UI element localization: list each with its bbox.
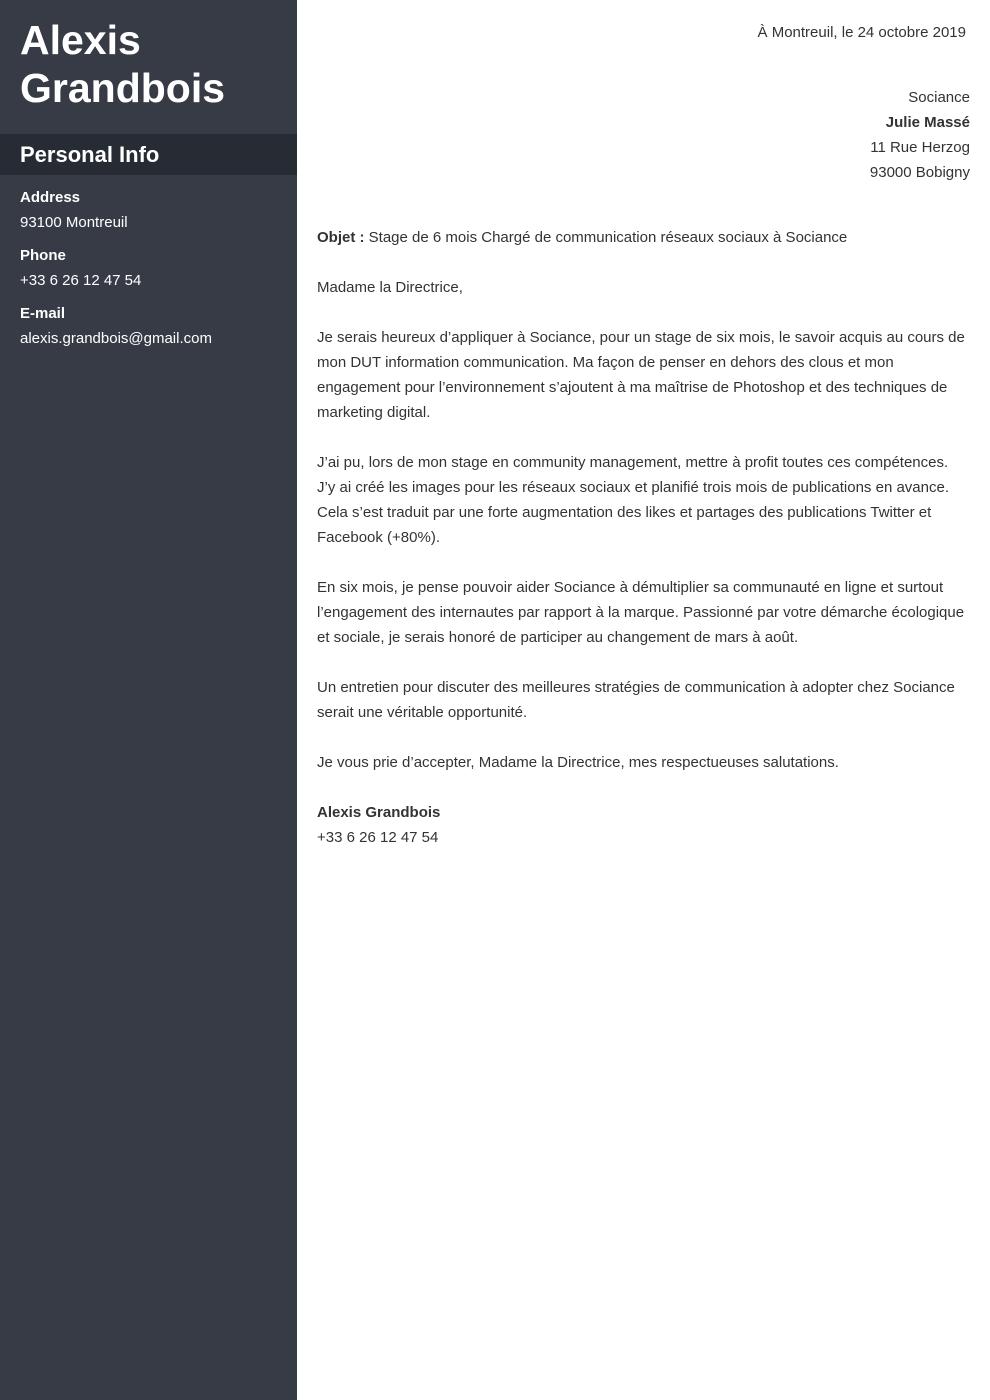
paragraph-2: J’ai pu, lors de mon stage en community management, mettre à profit toutes ces compétences. J’y ai créé les images pour les réseaux sociaux et planifié trois mois de publications en avance. Cela s’est traduit par une forte augmentation des likes et partages des publications Twitter et Facebook (+80%). <box>317 454 949 546</box>
sidebar <box>0 0 297 1400</box>
phone-value: +33 6 26 12 47 54 <box>20 272 142 289</box>
applicant-name <box>20 16 285 112</box>
closing-paragraph: Je vous prie d’accepter, Madame la Directrice, mes respectueuses salutations. <box>317 754 839 771</box>
letter-body <box>317 0 970 1400</box>
salutation: Madame la Directrice, <box>317 279 463 296</box>
letter-date: À Montreuil, le 24 octobre 2019 <box>757 24 966 41</box>
signature-phone: +33 6 26 12 47 54 <box>317 829 439 846</box>
recipient-city: 93000 Bobigny <box>869 164 970 181</box>
letter-subject <box>317 225 970 250</box>
recipient-person: Julie Massé <box>885 114 970 131</box>
recipient-company: Sociance <box>908 89 970 106</box>
email-value: alexis.grandbois@gmail.com <box>20 330 212 347</box>
email-label: E-mail <box>20 305 66 322</box>
paragraph-1: Je serais heureux d’appliquer à Sociance, pour un stage de six mois, le savoir acquis au cours de mon DUT information communication. Ma façon de penser en dehors des clous et mon engagement pour l’environnement s’ajoutent à ma maîtrise de Photoshop et des techniques de marketing digital. <box>317 329 965 421</box>
personal-info-header <box>0 134 297 175</box>
paragraph-3: En six mois, je pense pouvoir aider Sociance à démultiplier sa communauté en ligne et surtout l’engagement des internautes par rapport à la marque. Passionné par votre démarche écologique et sociale, je serais honoré de participer au changement de mars à août. <box>317 579 965 646</box>
address-value: 93100 Montreuil <box>20 214 128 231</box>
address-label: Address <box>20 189 81 206</box>
subject-text: Stage de 6 mois Chargé de communication réseaux sociaux à Sociance <box>364 229 848 246</box>
phone-label: Phone <box>20 247 66 264</box>
subject-label: Objet : <box>317 229 365 246</box>
name-first: Alexis <box>20 17 141 63</box>
personal-info-title: Personal Info <box>20 142 160 167</box>
recipient-block <box>870 85 970 185</box>
signature-block <box>317 800 970 850</box>
name-last: Grandbois <box>20 65 226 111</box>
paragraph-4: Un entretien pour discuter des meilleures stratégies de communication à adopter chez Sociance serait une véritable opportunité. <box>317 679 955 721</box>
signature-name: Alexis Grandbois <box>317 804 441 821</box>
recipient-street: 11 Rue Herzog <box>870 139 970 156</box>
